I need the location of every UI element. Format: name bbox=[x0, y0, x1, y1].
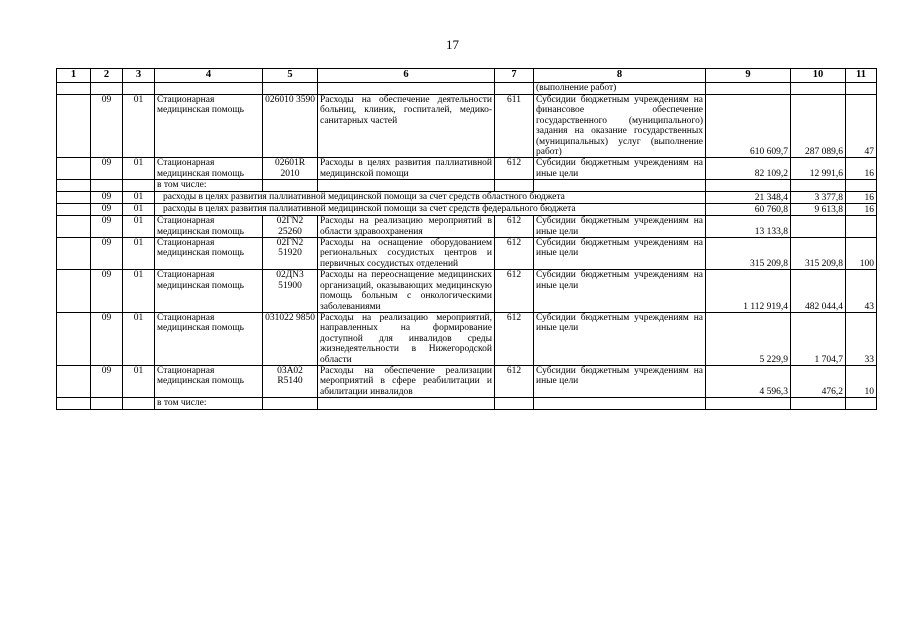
cell-percent bbox=[846, 216, 877, 238]
cell-amount-plan bbox=[706, 83, 791, 95]
cell-percent: 16 bbox=[846, 158, 877, 180]
column-header: 2 bbox=[91, 69, 123, 83]
column-header: 11 bbox=[846, 69, 877, 83]
cell-section: 09 bbox=[91, 204, 123, 216]
cell-subsection: 01 bbox=[123, 216, 155, 238]
page-number: 17 bbox=[446, 37, 459, 52]
cell-expense-type: 612 bbox=[495, 270, 534, 313]
cell-section: 09 bbox=[91, 192, 123, 204]
cell-target-name: Расходы на реализацию мероприятий, направленных на формирование доступной для инвалидов среды жизнедеятельности в Нижегородской области bbox=[318, 312, 495, 365]
cell-subsection-name: в том числе: bbox=[155, 180, 263, 192]
cell-target-code bbox=[263, 398, 318, 410]
cell-subsection-name: Стационарная медицинская помощь bbox=[155, 270, 263, 313]
cell-target-name: Расходы на обеспечение деятельности больниц, клиник, госпиталей, медико-санитарных частей bbox=[318, 95, 495, 158]
column-header: 10 bbox=[791, 69, 846, 83]
cell-col1 bbox=[57, 238, 91, 270]
cell-col1 bbox=[57, 192, 91, 204]
cell-subsection: 01 bbox=[123, 95, 155, 158]
table-row bbox=[57, 204, 877, 216]
cell-target-code: 02ГN2 25260 bbox=[263, 216, 318, 238]
cell-expense-type-name: Субсидии бюджетным учреждениям на иные цели bbox=[534, 238, 706, 270]
table-row bbox=[57, 95, 877, 158]
cell-target-code: 02ДN3 51900 bbox=[263, 270, 318, 313]
cell-amount-actual bbox=[791, 180, 846, 192]
cell-percent: 16 bbox=[846, 192, 877, 204]
cell-amount-actual: 476,2 bbox=[791, 365, 846, 397]
table-row bbox=[57, 270, 877, 313]
cell-subsection bbox=[123, 83, 155, 95]
cell-expense-type: 612 bbox=[495, 312, 534, 365]
cell-subsection-name: Стационарная медицинская помощь bbox=[155, 216, 263, 238]
cell-subsection bbox=[123, 180, 155, 192]
column-header: 7 bbox=[495, 69, 534, 83]
cell-target-code: 03А02 R5140 bbox=[263, 365, 318, 397]
table-row bbox=[57, 83, 877, 95]
cell-amount-actual: 1 704,7 bbox=[791, 312, 846, 365]
cell-expense-type-name: Субсидии бюджетным учреждениям на иные цели bbox=[534, 312, 706, 365]
cell-amount-plan: 60 760,8 bbox=[706, 204, 791, 216]
cell-subsection-name: Стационарная медицинская помощь bbox=[155, 95, 263, 158]
cell-subsection: 01 bbox=[123, 270, 155, 313]
cell-amount-actual: 287 089,6 bbox=[791, 95, 846, 158]
cell-target-name: Расходы на оснащение оборудованием региональных сосудистых центров и первичных сосудистых отделений bbox=[318, 238, 495, 270]
cell-col1 bbox=[57, 270, 91, 313]
cell-percent: 100 bbox=[846, 238, 877, 270]
table-row bbox=[57, 216, 877, 238]
cell-col1 bbox=[57, 365, 91, 397]
cell-col1 bbox=[57, 95, 91, 158]
cell-target-code bbox=[263, 180, 318, 192]
cell-target-code: 026010 3590 bbox=[263, 95, 318, 158]
cell-merged-description: расходы в целях развития паллиативной медицинской помощи за счет средств областного бюджета bbox=[155, 192, 706, 204]
cell-col1 bbox=[57, 312, 91, 365]
cell-subsection: 01 bbox=[123, 158, 155, 180]
cell-section bbox=[91, 398, 123, 410]
cell-percent bbox=[846, 398, 877, 410]
cell-subsection: 01 bbox=[123, 365, 155, 397]
cell-subsection: 01 bbox=[123, 192, 155, 204]
cell-amount-plan: 21 348,4 bbox=[706, 192, 791, 204]
cell-target-code bbox=[263, 83, 318, 95]
cell-expense-type bbox=[495, 83, 534, 95]
cell-amount-plan: 5 229,9 bbox=[706, 312, 791, 365]
cell-percent: 16 bbox=[846, 204, 877, 216]
cell-target-name: Расходы на реализацию мероприятий в области здравоохранения bbox=[318, 216, 495, 238]
cell-amount-plan bbox=[706, 180, 791, 192]
cell-subsection-name: в том числе: bbox=[155, 398, 263, 410]
cell-amount-actual bbox=[791, 216, 846, 238]
cell-target-name: Расходы в целях развития паллиативной медицинской помощи bbox=[318, 158, 495, 180]
cell-target-code: 02601R 2010 bbox=[263, 158, 318, 180]
cell-amount-actual: 9 613,8 bbox=[791, 204, 846, 216]
cell-merged-description: расходы в целях развития паллиативной медицинской помощи за счет средств федерального бюджета bbox=[155, 204, 706, 216]
table-row bbox=[57, 158, 877, 180]
cell-percent: 10 bbox=[846, 365, 877, 397]
cell-subsection: 01 bbox=[123, 312, 155, 365]
cell-target-name bbox=[318, 398, 495, 410]
cell-amount-plan: 13 133,8 bbox=[706, 216, 791, 238]
cell-section: 09 bbox=[91, 365, 123, 397]
column-header: 1 bbox=[57, 69, 91, 83]
cell-target-name bbox=[318, 83, 495, 95]
cell-expense-type-name bbox=[534, 180, 706, 192]
cell-subsection-name: Стационарная медицинская помощь bbox=[155, 312, 263, 365]
cell-subsection: 01 bbox=[123, 204, 155, 216]
cell-expense-type-name: Субсидии бюджетным учреждениям на иные цели bbox=[534, 158, 706, 180]
cell-target-code: 031022 9850 bbox=[263, 312, 318, 365]
cell-amount-plan: 1 112 919,4 bbox=[706, 270, 791, 313]
column-header: 4 bbox=[155, 69, 263, 83]
cell-amount-actual: 3 377,8 bbox=[791, 192, 846, 204]
table-header-row bbox=[57, 69, 877, 83]
cell-amount-actual bbox=[791, 398, 846, 410]
cell-expense-type-name: (выполнение работ) bbox=[534, 83, 706, 95]
cell-expense-type: 612 bbox=[495, 216, 534, 238]
cell-target-name bbox=[318, 180, 495, 192]
cell-section: 09 bbox=[91, 270, 123, 313]
table-row bbox=[57, 312, 877, 365]
cell-expense-type bbox=[495, 398, 534, 410]
column-header: 5 bbox=[263, 69, 318, 83]
cell-target-name: Расходы на переоснащение медицинских организаций, оказывающих медицинскую помощь больным с онкологическими заболеваниями bbox=[318, 270, 495, 313]
cell-amount-plan: 610 609,7 bbox=[706, 95, 791, 158]
table-row bbox=[57, 238, 877, 270]
cell-expense-type-name: Субсидии бюджетным учреждениям на иные цели bbox=[534, 365, 706, 397]
cell-subsection-name: Стационарная медицинская помощь bbox=[155, 158, 263, 180]
cell-expense-type: 612 bbox=[495, 238, 534, 270]
cell-expense-type: 611 bbox=[495, 95, 534, 158]
cell-expense-type bbox=[495, 180, 534, 192]
cell-amount-actual bbox=[791, 83, 846, 95]
cell-subsection: 01 bbox=[123, 238, 155, 270]
cell-amount-plan: 4 596,3 bbox=[706, 365, 791, 397]
cell-expense-type-name bbox=[534, 398, 706, 410]
cell-amount-actual: 315 209,8 bbox=[791, 238, 846, 270]
cell-col1 bbox=[57, 398, 91, 410]
cell-col1 bbox=[57, 83, 91, 95]
budget-table bbox=[56, 68, 877, 410]
table-row bbox=[57, 365, 877, 397]
cell-amount-plan bbox=[706, 398, 791, 410]
cell-section: 09 bbox=[91, 216, 123, 238]
cell-subsection-name: Стационарная медицинская помощь bbox=[155, 238, 263, 270]
cell-section: 09 bbox=[91, 95, 123, 158]
cell-subsection-name: Стационарная медицинская помощь bbox=[155, 365, 263, 397]
cell-expense-type-name: Субсидии бюджетным учреждениям на иные цели bbox=[534, 216, 706, 238]
cell-amount-actual: 482 044,4 bbox=[791, 270, 846, 313]
cell-section: 09 bbox=[91, 158, 123, 180]
cell-amount-plan: 315 209,8 bbox=[706, 238, 791, 270]
column-header: 9 bbox=[706, 69, 791, 83]
cell-subsection bbox=[123, 398, 155, 410]
column-header: 3 bbox=[123, 69, 155, 83]
cell-expense-type-name: Субсидии бюджетным учреждениям на иные цели bbox=[534, 270, 706, 313]
cell-expense-type: 612 bbox=[495, 158, 534, 180]
table-row bbox=[57, 398, 877, 410]
cell-expense-type: 612 bbox=[495, 365, 534, 397]
cell-target-code: 02ГN2 51920 bbox=[263, 238, 318, 270]
cell-section: 09 bbox=[91, 312, 123, 365]
column-header: 8 bbox=[534, 69, 706, 83]
cell-col1 bbox=[57, 158, 91, 180]
cell-percent: 47 bbox=[846, 95, 877, 158]
cell-expense-type-name: Субсидии бюджетным учреждениям на финансовое обеспечение государственного (муниципального) задания на оказание государственных (муниципальных) услуг (выполнение работ) bbox=[534, 95, 706, 158]
cell-amount-plan: 82 109,2 bbox=[706, 158, 791, 180]
cell-col1 bbox=[57, 204, 91, 216]
cell-col1 bbox=[57, 180, 91, 192]
cell-col1 bbox=[57, 216, 91, 238]
table-row bbox=[57, 180, 877, 192]
cell-section: 09 bbox=[91, 238, 123, 270]
cell-percent: 33 bbox=[846, 312, 877, 365]
cell-amount-actual: 12 991,6 bbox=[791, 158, 846, 180]
column-header: 6 bbox=[318, 69, 495, 83]
cell-subsection-name bbox=[155, 83, 263, 95]
cell-percent bbox=[846, 180, 877, 192]
table-row bbox=[57, 192, 877, 204]
cell-target-name: Расходы на обеспечение реализации мероприятий в сфере реабилитации и абилитации инвалидов bbox=[318, 365, 495, 397]
cell-percent: 43 bbox=[846, 270, 877, 313]
cell-section bbox=[91, 180, 123, 192]
cell-section bbox=[91, 83, 123, 95]
cell-percent bbox=[846, 83, 877, 95]
